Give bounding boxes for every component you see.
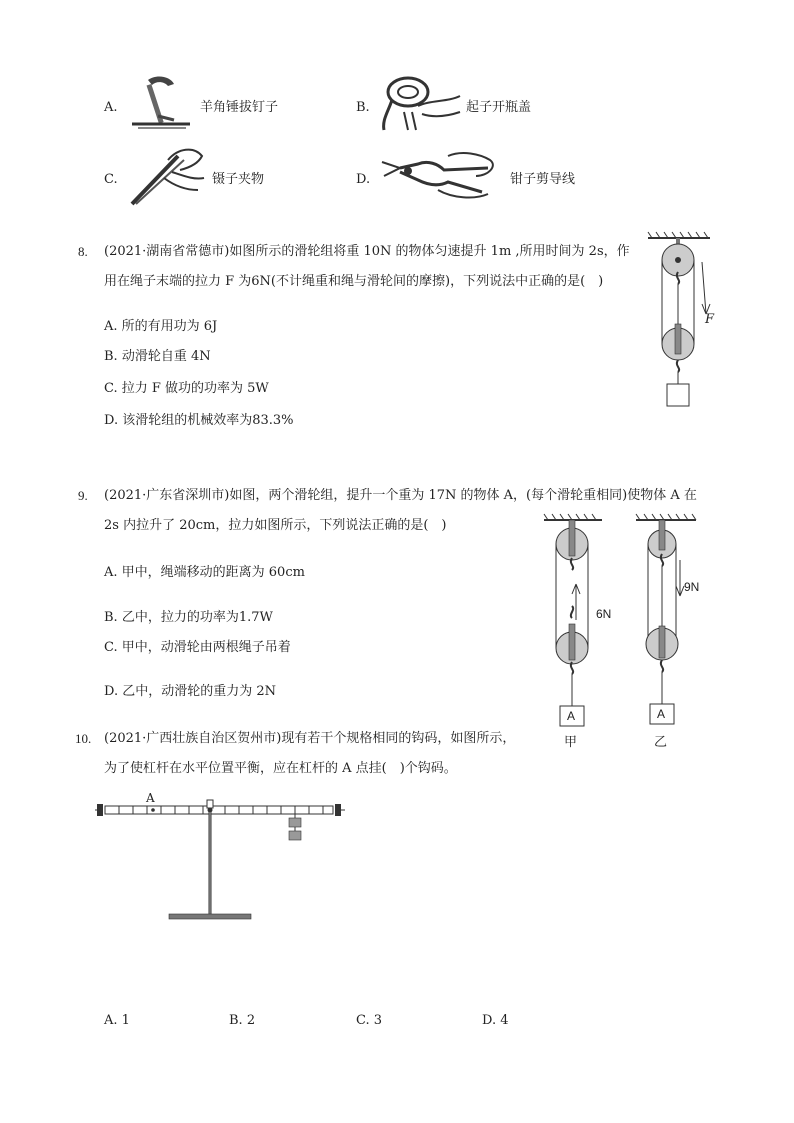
q9-jia-caption: 甲 <box>564 735 578 750</box>
q10-stem-line2: 为了使杠杆在水平位置平衡，应在杠杆的 A 点挂( )个钩码。 <box>104 761 457 776</box>
q8-option-b: B. 动滑轮自重 4N <box>104 349 211 364</box>
pliers-image <box>378 146 506 208</box>
q9-jia-force-label: 6N <box>596 607 612 621</box>
q8-stem-line1: (2021·湖南省常德市)如图所示的滑轮组将重 10N 的物体匀速提升 1m ,所用时间为 2s，作 <box>104 244 630 259</box>
q7-option-c-text: 镊子夹物 <box>212 172 265 187</box>
tweezers-image <box>128 140 208 208</box>
q9-yi-force-label: 9N <box>684 580 700 594</box>
q9-yi-block-label: A <box>657 707 666 721</box>
q7-option-a-letter: A. <box>104 100 118 115</box>
q8-stem-line2: 用在绳子末端的拉力 F 为6N(不计绳重和绳与滑轮间的摩擦)，下列说法中正确的是( ) <box>104 274 604 289</box>
q8-option-c: C. 拉力 F 做功的功率为 5W <box>104 381 269 396</box>
bottle-opener-image <box>378 72 464 134</box>
q9-option-d: D. 乙中，动滑轮的重力为 2N <box>104 684 277 699</box>
q7-option-d-letter: D. <box>356 172 371 187</box>
q7-option-d-text: 钳子剪导线 <box>510 172 576 187</box>
q7-option-c-letter: C. <box>104 172 118 187</box>
q10-lever-figure <box>95 796 345 926</box>
q10-answer-a: A. 1 <box>104 1013 130 1028</box>
q8-option-d: D. 该滑轮组的机械效率为83.3% <box>104 413 294 428</box>
q9-number: 9. <box>78 488 88 503</box>
q10-stem-line1: (2021·广西壮族自治区贺州市)现有若干个规格相同的钩码，如图所示， <box>104 731 516 746</box>
q9-option-b: B. 乙中，拉力的功率为1.7W <box>104 610 273 625</box>
q8-force-label: F <box>705 312 715 327</box>
q7-option-a-text: 羊角锤拔钉子 <box>200 100 279 115</box>
q8-option-a: A. 所的有用功为 6J <box>104 319 218 334</box>
q9-stem-line1: (2021·广东省深圳市)如图，两个滑轮组，提升一个重为 17N 的物体 A，(每个滑轮重相同)使物体 A 在 <box>104 488 697 503</box>
q8-pulley-figure <box>640 232 730 412</box>
q7-option-b-letter: B. <box>356 100 370 115</box>
q8-number: 8. <box>78 244 88 259</box>
q7-option-b-text: 起子开瓶盖 <box>466 100 532 115</box>
q10-answer-d: D. 4 <box>482 1013 509 1028</box>
q9-option-c: C. 甲中，动滑轮由两根绳子吊着 <box>104 640 291 655</box>
q9-jia-block-label: A <box>567 709 576 723</box>
q10-answer-b: B. 2 <box>229 1013 256 1028</box>
q9-stem-line2: 2s 内拉升了 20cm，拉力如图所示，下列说法正确的是( ) <box>104 518 447 533</box>
q9-option-a: A. 甲中，绳端移动的距离为 60cm <box>104 565 305 580</box>
q10-number: 10. <box>75 731 92 746</box>
q10-answer-c: C. 3 <box>356 1013 383 1028</box>
q10-point-a-label: A <box>146 791 155 805</box>
hammer-image <box>128 72 194 134</box>
q9-yi-pulley-figure <box>630 514 710 728</box>
q9-yi-caption: 乙 <box>654 735 668 750</box>
